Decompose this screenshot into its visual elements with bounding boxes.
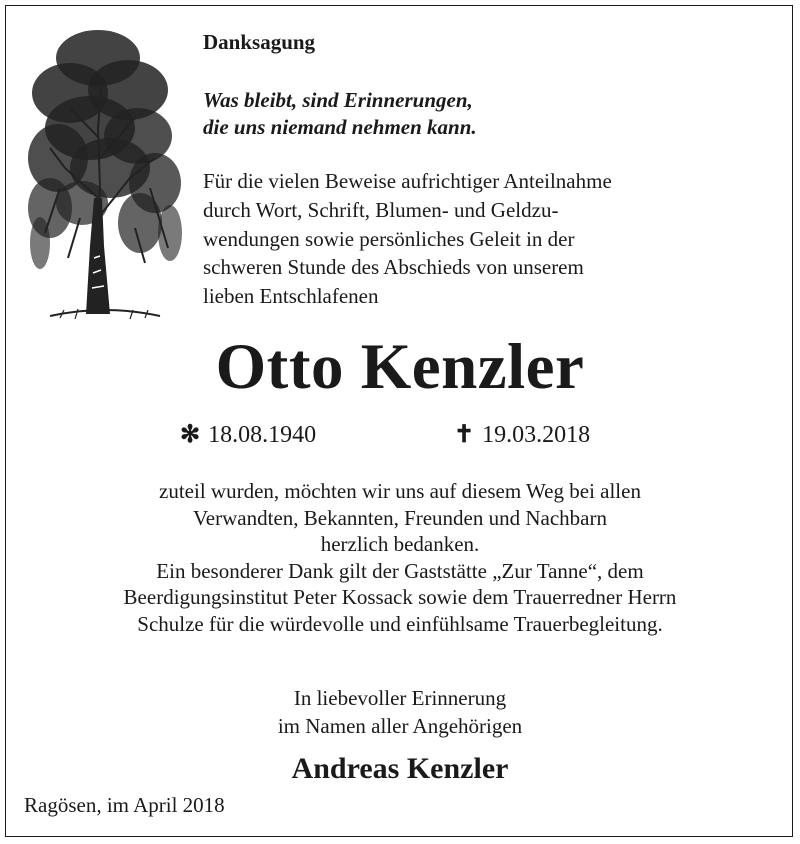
birth-date	[180, 420, 316, 449]
intro-text	[203, 167, 612, 311]
birch-tree-icon	[20, 18, 190, 328]
thanks-line: Schulze für die würdevolle und einfühlsame Trauerbegleitung.	[137, 611, 663, 636]
closing-line: im Namen aller Angehörigen	[277, 714, 523, 738]
intro-line: Für die vielen Beweise aufrichtiger Anteilnahme	[203, 169, 612, 193]
thanks-line: Verwandten, Bekannten, Freunden und Nachbarn	[192, 505, 608, 530]
memorial-quote	[203, 87, 477, 141]
thanks-text	[0, 478, 800, 637]
intro-line: durch Wort, Schrift, Blumen- und Geldzu-	[203, 197, 559, 222]
place-date: Ragösen, im April 2018	[24, 793, 225, 817]
intro-line: wendungen sowie persönliches Geleit in der	[203, 226, 575, 251]
deceased-name: Otto Kenzler	[215, 331, 585, 403]
intro-line: lieben Entschlafenen	[203, 284, 379, 309]
death-cross-icon: ✝	[454, 422, 475, 448]
closing-text	[0, 684, 800, 740]
thanks-line: herzlich bedanken.	[320, 532, 480, 556]
birth-date-value: 18.08.1940	[208, 422, 317, 448]
quote-line: die uns niemand nehmen kann.	[203, 115, 477, 139]
quote-line: Was bleibt, sind Erinnerungen,	[203, 88, 473, 112]
intro-line: schweren Stunde des Abschieds von unserem	[203, 255, 584, 280]
thanks-line: zuteil wurden, möchten wir uns auf diesem Weg bei allen	[159, 479, 641, 503]
notice-heading: Danksagung	[203, 30, 316, 54]
death-date	[454, 420, 590, 449]
closing-line: In liebevoller Erinnerung	[293, 686, 507, 710]
death-date-value: 19.03.2018	[482, 422, 591, 448]
signer-name: Andreas Kenzler	[291, 752, 509, 785]
birth-star-icon: ✻	[180, 422, 201, 448]
thanks-line: Ein besonderer Dank gilt der Gaststätte „Zur Tanne“, dem	[156, 558, 644, 583]
thanks-line: Beerdigungsinstitut Peter Kossack sowie dem Trauerredner Herrn	[123, 585, 677, 609]
